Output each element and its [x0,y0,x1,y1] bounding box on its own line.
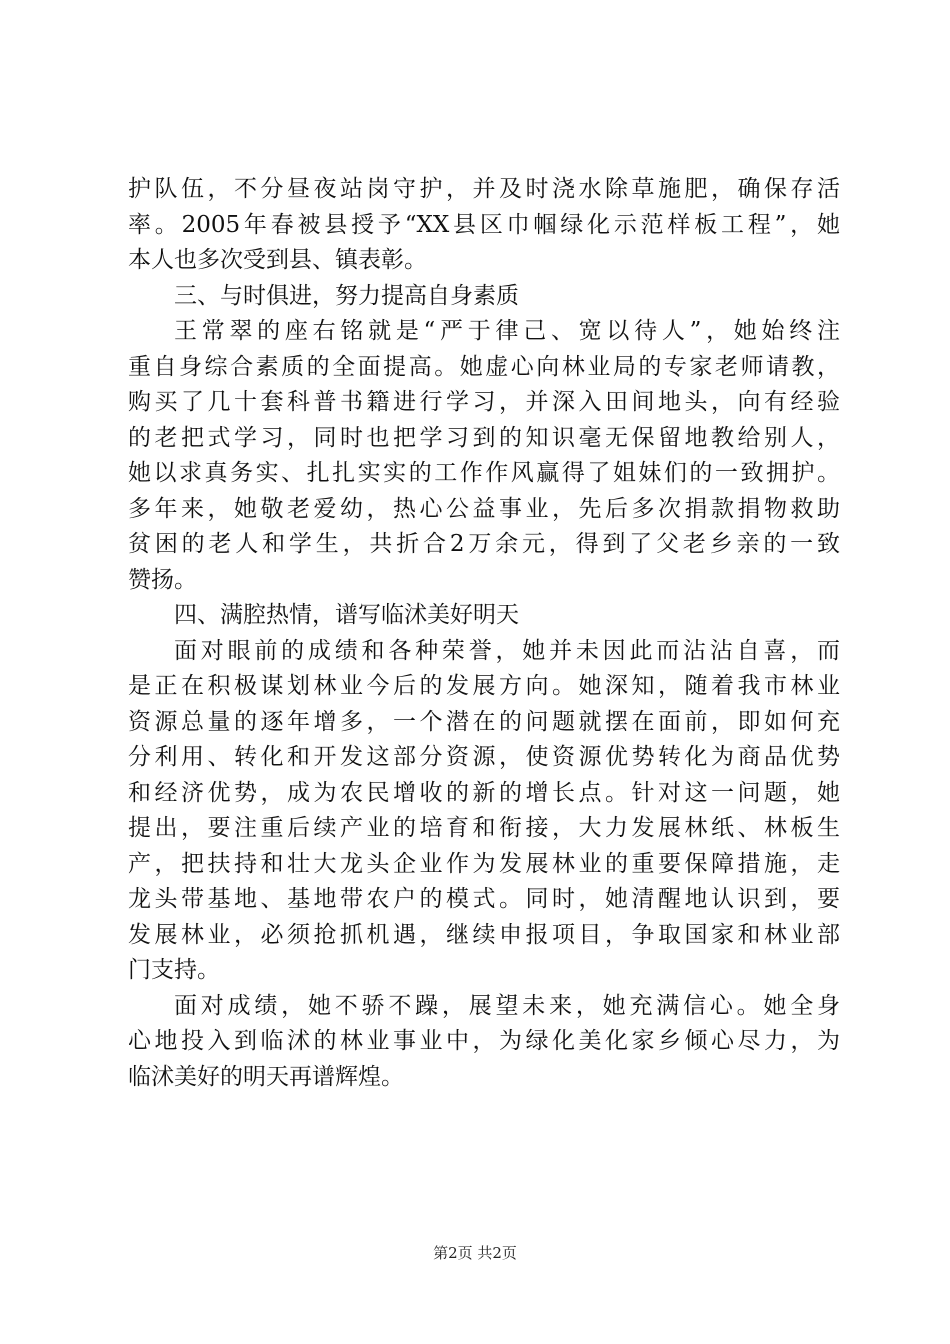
text-line: 和经济优势，成为农民增收的新的增长点。针对这一问题，她 [128,779,840,806]
text-line: 多年来，她敬老爱幼，热心公益事业，先后多次捐款捐物救助 [128,495,840,522]
text-line: 分利用、转化和开发这部分资源，使资源优势转化为商品优势 [128,744,840,770]
text-line: 她以求真务实、扎扎实实的工作作风赢得了姐妹们的一致拥护。 [128,460,840,486]
text-line: 王常翠的座右铭就是“严于律己、宽以待人”，她始终注 [174,318,840,344]
text-line: 率。2005年春被县授予“XX县区巾帼绿化示范样板工程”，她 [128,211,840,238]
text-line: 资源总量的逐年增多，一个潜在的问题就摆在面前，即如何充 [128,708,840,735]
text-line: 提出，要注重后续产业的培育和衔接，大力发展林纸、林板生 [128,815,840,841]
text-line: 面对眼前的成绩和各种荣誉，她并未因此而沾沾自喜，而 [174,637,840,664]
text-line: 产，把扶持和壮大龙头企业作为发展林业的重要保障措施，走 [128,850,840,877]
text-line: 龙头带基地、基地带农户的模式。同时，她清醒地认识到，要 [128,886,840,912]
text-line: 面对成绩，她不骄不躁，展望未来，她充满信心。她全身 [174,992,840,1019]
document-body [128,172,840,1095]
text-line: 发展林业，必须抢抓机遇，继续申报项目，争取国家和林业部 [128,921,840,948]
text-line: 的老把式学习，同时也把学习到的知识毫无保留地教给别人， [128,424,840,451]
text-line: 临沭美好的明天再谱辉煌。 [128,1063,404,1090]
text-line: 是正在积极谋划林业今后的发展方向。她深知，随着我市林业 [128,673,840,699]
text-line: 重自身综合素质的全面提高。她虚心向林业局的专家老师请教， [128,353,840,380]
text-line: 门支持。 [128,957,220,983]
text-line: 本人也多次受到县、镇表彰。 [128,247,427,273]
text-line: 赞扬。 [128,566,197,593]
page-footer: 第2页 共2页 [433,1244,517,1262]
text-line: 心地投入到临沭的林业事业中，为绿化美化家乡倾心尽力，为 [128,1028,840,1054]
text-line: 贫困的老人和学生，共折合2万余元，得到了父老乡亲的一致 [128,531,840,557]
text-line: 护队伍，不分昼夜站岗守护，并及时浇水除草施肥，确保存活 [128,176,840,202]
text-line: 三、与时俱进，努力提高自身素质 [174,282,519,309]
text-line: 购买了几十套科普书籍进行学习，并深入田间地头，向有经验 [128,389,840,415]
text-line: 四、满腔热情，谱写临沭美好明天 [174,602,519,628]
